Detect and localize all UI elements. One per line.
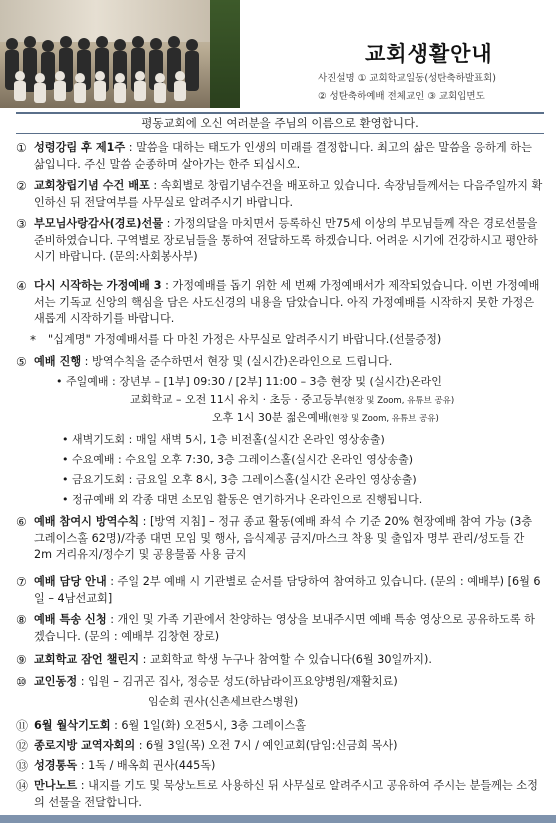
announcement-item — [16, 778, 544, 811]
congregation-image — [0, 30, 240, 108]
item-heading: 예배 참여시 방역수칙 — [34, 515, 140, 528]
welcome-banner: 평동교회에 오신 여러분을 주님의 이름으로 환영합니다. — [16, 112, 544, 134]
worship-youth-note: (현장 및 Zoom, 유튜브 공유) — [328, 414, 439, 424]
item-text: : 가정의달을 마치면서 등록하신 만75세 이상의 부모님들께 작은 경로선물을 준비하였습니다. 구역별로 장로님들을 통하여 전달하도록 하겠습니다. 어려운 시기에 건강하시고 평안하시기 바랍니다. (문의:사회봉사부) — [34, 217, 538, 263]
announcement-list — [16, 138, 544, 810]
item-number: ⑭ — [16, 779, 29, 793]
announcement-item — [16, 738, 544, 755]
worship-school-text: 교회학교 – 오전 11시 유치 · 초등 · 중고등부 — [130, 393, 344, 406]
item-heading: 다시 시작하는 가정예배 3 — [34, 279, 162, 292]
item-number: ② — [16, 179, 27, 193]
announcement-item — [16, 612, 544, 645]
announcement-note — [16, 332, 544, 349]
photo-caption-1: 사진설명 ① 교회학교일동(성탄축하발표회) — [318, 73, 496, 84]
item-text: : 교회학교 학생 누구나 참여할 수 있습니다(6월 30일까지). — [139, 653, 432, 666]
item-text: : 속회별로 창립기념수건을 배포하고 있습니다. 속장님들께서는 다음주일까지 확인하신 뒤 전달여부를 사무실로 알려주시기 바랍니다. — [34, 179, 543, 209]
worship-other: • 정규예배 외 각종 대면 소모임 활동은 연기하거나 온라인으로 진행됩니다. — [62, 493, 423, 506]
worship-youth — [212, 410, 439, 427]
item-heading: 교회학교 잠언 챌린지 — [34, 653, 140, 666]
page-title: 교회생활안내 — [365, 42, 493, 66]
announcement-item — [16, 278, 544, 328]
item-heading: 성령강림 후 제1주 — [34, 141, 126, 154]
item-heading: 교회창립기념 수건 배포 — [34, 179, 150, 192]
item-heading: 예배 특송 신청 — [34, 613, 107, 626]
announcement-item — [16, 574, 544, 607]
announcement-item — [16, 718, 544, 735]
item-text: : 주일 2부 예배 시 기관별로 순서를 담당하여 참여하고 있습니다. (문의 : 예배부) [6월 6일 – 4남선교회] — [34, 575, 541, 605]
worship-youth-text: 오후 1시 30분 젊은예배 — [212, 411, 329, 424]
item-heading: 부모님사랑감사(경로)선물 — [34, 217, 164, 230]
worship-sunday: • 주일예배 : 장년부 – [1부] 09:30 / [2부] 11:00 – 3층 현장 및 (실시간)온라인 — [56, 375, 442, 388]
item-number: ⑦ — [16, 575, 27, 589]
item-number: ⑤ — [16, 355, 27, 369]
item-text: : [방역 지침] – 정규 종교 활동(예배 좌석 수 기준 20% 현장예배 참여 가능 (3층 그레이스홀 62명)/각종 대면 모임 및 행사, 음식제공 금지/마스크 착용 및 출입자 명부 관리/성도들 간 2m 거리유지/정수기 및 공용물품 사용 금지 — [34, 515, 533, 561]
tree-image — [210, 0, 240, 108]
worship-dawn: • 새벽기도회 : 매일 새벽 5시, 1층 비전홀(실시간 온라인 영상송출) — [62, 433, 385, 446]
worship-wednesday: • 수요예배 : 수요일 오후 7:30, 3층 그레이스홀(실시간 온라인 영상송출) — [62, 453, 414, 466]
item-heading: 6월 월삭기도회 — [34, 719, 111, 732]
item-heading: 종로지방 교역자회의 — [34, 739, 136, 752]
item-heading: 예배 진행 — [34, 355, 82, 368]
item-number: ⑨ — [16, 653, 27, 667]
item-number: ③ — [16, 217, 27, 231]
item-text: : 입원 – 김귀곤 집사, 정승문 성도(하남라이프요양병원/재활치료) — [77, 675, 398, 688]
item-number: ⑩ — [16, 675, 27, 689]
photo-caption-2: ② 성탄축하예배 전체교인 ③ 교회입면도 — [318, 91, 485, 102]
item-text: : 말씀을 대하는 태도가 인생의 미래를 결정합니다. 최고의 삶은 말씀을 응하게 하는 삶입니다. 주신 말씀 순종하며 살아가는 한주 되십시오. — [34, 141, 532, 171]
item-text: : 가정예배를 돕기 위한 세 번째 가정예배서가 제작되었습니다. 이번 가정예배서는 기독교 신앙의 핵심을 담은 사도신경의 내용을 담았습니다. 아직 가정예배를 시작하지 못한 가정은 새롭게 시작하기를 바랍니다. — [34, 279, 540, 325]
item-number: ⑬ — [16, 759, 29, 773]
item-number: ⑧ — [16, 613, 27, 627]
item-text: : 개인 및 가족 기관에서 찬양하는 영상을 보내주시면 예배 특송 영상으로 공유하도록 하겠습니다. (문의 : 예배부 김창현 장로) — [34, 613, 535, 643]
item-text: : 1독 / 배옥희 권사(445독) — [77, 759, 216, 772]
item-number: ④ — [16, 279, 27, 293]
announcement-item — [16, 216, 544, 266]
item-heading: 예배 담당 안내 — [34, 575, 107, 588]
item-heading: 성경통독 — [34, 759, 78, 772]
worship-school — [130, 392, 454, 409]
item-text: : 6월 3일(목) 오전 7시 / 예인교회(담임:신금희 목사) — [135, 739, 398, 752]
note-marker: * — [30, 333, 36, 347]
item-number: ⑥ — [16, 515, 27, 529]
item-text: : 내지를 기도 및 묵상노트로 사용하신 뒤 사무실로 알려주시고 공유하여 주시는 분들께는 소정의 선물을 전달합니다. — [34, 779, 538, 809]
church-group-photo — [0, 0, 240, 108]
item-number: ① — [16, 141, 27, 155]
news-extra: 임순희 권사(신촌세브란스병원) — [148, 695, 299, 708]
announcement-item — [16, 354, 544, 371]
item-number: ⑪ — [16, 719, 29, 733]
announcement-item — [16, 178, 544, 211]
item-text: : 6월 1일(화) 오전5시, 3층 그레이스홀 — [110, 719, 307, 732]
header — [0, 0, 556, 108]
announcement-item — [16, 652, 544, 669]
item-heading: 만나노트 — [34, 779, 78, 792]
note-text: "십계명" 가정예배서를 다 마친 가정은 사무실로 알려주시기 바랍니다.(선물증정) — [48, 333, 442, 346]
announcement-item — [16, 140, 544, 173]
item-text: : 방역수칙을 준수하면서 현장 및 (실시간)온라인으로 드립니다. — [81, 355, 393, 368]
announcement-item — [16, 514, 544, 564]
worship-friday: • 금요기도회 : 금요일 오후 8시, 3층 그레이스홀(실시간 온라인 영상송출) — [62, 473, 417, 486]
announcement-item — [16, 758, 544, 775]
item-number: ⑫ — [16, 739, 29, 753]
announcement-item — [16, 674, 544, 691]
worship-school-note: (현장 및 Zoom, 유튜브 공유) — [343, 396, 455, 406]
item-heading: 교인동정 — [34, 675, 78, 688]
bottom-divider — [0, 815, 556, 823]
